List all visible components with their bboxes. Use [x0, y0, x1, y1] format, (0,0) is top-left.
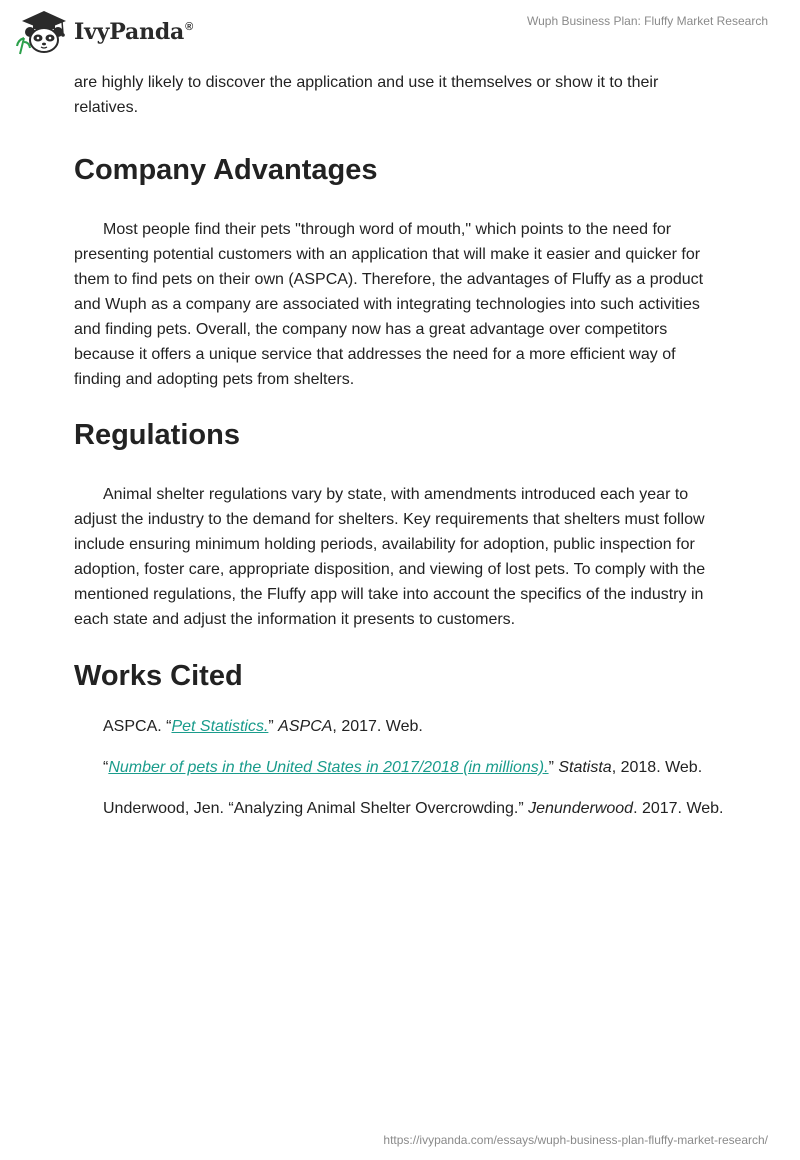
document-title: Wuph Business Plan: Fluffy Market Research — [527, 14, 768, 28]
brand-name: IvyPanda® — [74, 19, 194, 45]
citation-underwood: Underwood, Jen. “Analyzing Animal Shelter Overcrowding.” Jenunderwood. 2017. Web. — [103, 800, 724, 817]
footer-source-url: https://ivypanda.com/essays/wuph-business-plan-fluffy-market-research/ — [383, 1133, 768, 1147]
panda-graduate-icon — [14, 8, 70, 56]
heading-regulations: Regulations — [74, 419, 240, 451]
heading-company-advantages: Company Advantages — [74, 154, 378, 186]
citation-aspca: ASPCA. “Pet Statistics.” ASPCA, 2017. Web. — [103, 718, 423, 735]
citation-link-pet-statistics[interactable]: Pet Statistics. — [171, 718, 269, 735]
page-header — [0, 0, 800, 64]
company-advantages-paragraph: Most people find their pets "through word of mouth," which points to the need for presenting potential customers with an application that will make it easier and quicker for them to find pets on their own (ASPCA). Therefore, the advantages of Fluffy as a product and Wuph as a company are associated with integrating technologies into such activities and finding pets. Overall, the company now has a great advantage over competitors because it offers a unique service that addresses the need for a more efficient way of finding and adopting pets from shelters. — [74, 221, 704, 388]
citation-link-number-of-pets[interactable]: Number of pets in the United States in 2017/2018 (in millions). — [108, 759, 549, 776]
regulations-paragraph: Animal shelter regulations vary by state, with amendments introduced each year to adjust the industry to the demand for shelters. Key requirements that shelters must follow include ensuring minimum holding periods, availability for adoption, public inspection for adoption, foster care, appropriate disposition, and viewing of lost pets. To comply with the mentioned regulations, the Fluffy app will take into account the specifics of the industry in each state and adjust the information it presents to customers. — [74, 486, 706, 628]
citation-statista: “Number of pets in the United States in 2017/2018 (in millions).” Statista, 2018. Web. — [103, 759, 703, 776]
heading-works-cited: Works Cited — [74, 660, 243, 692]
ivypanda-logo[interactable] — [14, 8, 193, 56]
essay-content — [74, 70, 726, 821]
intro-paragraph: are highly likely to discover the application and use it themselves or show it to their relatives. — [74, 74, 659, 116]
